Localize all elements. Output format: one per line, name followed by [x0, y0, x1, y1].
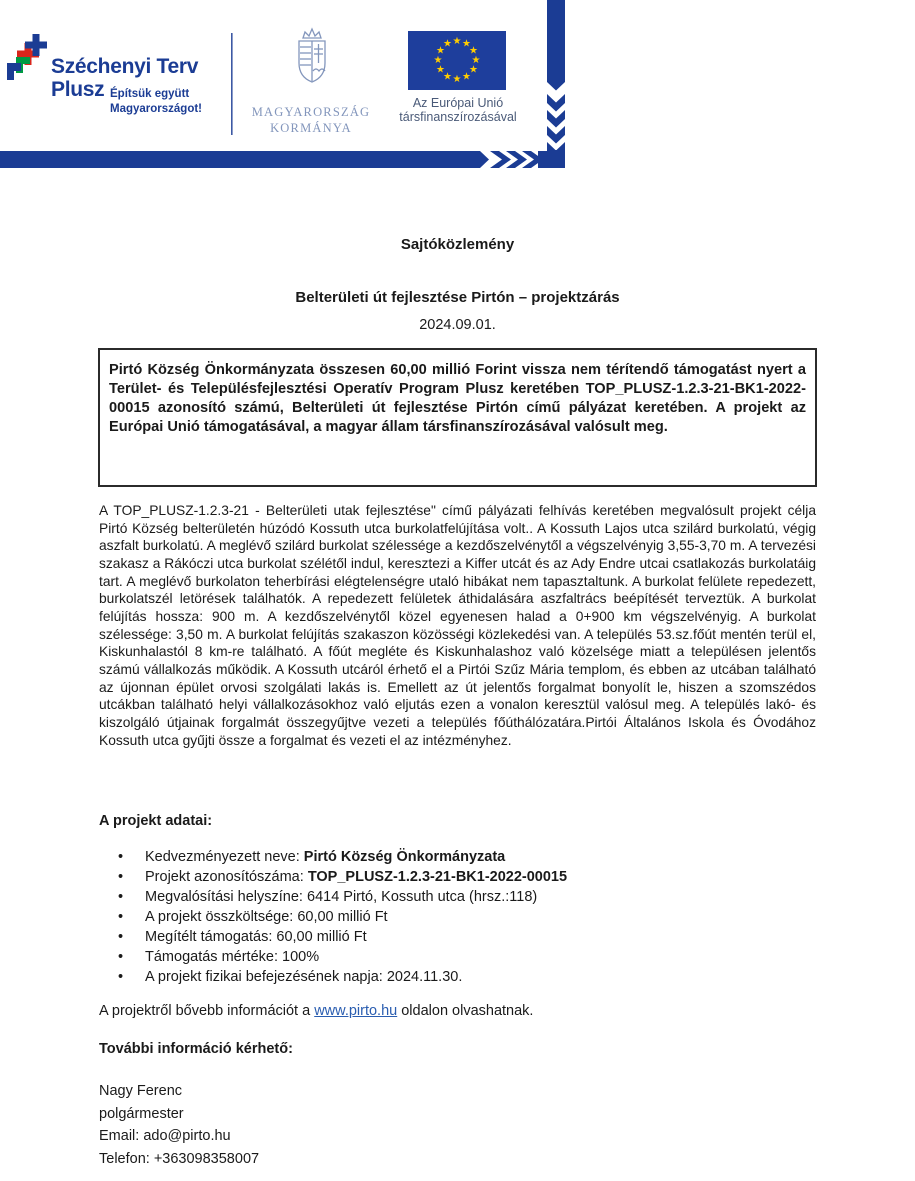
eu-star-icon: ★ — [452, 74, 462, 85]
szechenyi-tagline-line1: Építsük együtt — [110, 88, 190, 100]
list-item-value: 60,00 millió Ft — [276, 929, 367, 945]
body-paragraph: A TOP_PLUSZ-1.2.3-21 - Belterületi utak fejlesztése" című pályázati felhívás keretében megvalósult projekt célja Pirtó Község belterületén húzódó Kossuth utca burkolatfelújítása volt.. A Kossuth Lajos utca szilárd burkolatú, végig aszfalt burkolatú. A meglévő szilárd burkolat szélessége a kezdőszelvénytől a végszelvényig 3,55-3,70 m. A tervezési szakasz a Rákóczi utca burkolat szélétől indul, keresztezi a Kiffer utcát és az Ady Endre utcai csatlakozás burkolatáig tart. A meglévő burkolaton teherbírási elégtelenségre utaló hibákat nem tapasztaltunk. A burkolat felülete repedezett, burkolatszél letörések találhatók. A repedezett felületek áthidalására aszfaltrács beépítését terveztük. A burkolat felújítás hossza: 900 m. A kezdőszelvénytől közel egyenesen halad a 0+900 km végszelvényig. A burkolat szélessége: 3,50 m. A burkolat felújítás szakaszon közösségi közlekedési van. A település 53.sz.főút mentén terül el, Kiskunhalastól 8 km-re található. A főút megléte és Kiskunhalashoz való közelsége miatt a településen jelentős számú vállalkozás működik. A Kossuth utcáról érhető el a Pirtói Szűz Mária templom, és ebben az utcában található az újonnan épület orvosi szolgálati lakás is. Emellett az út jelentős forgalmat bonyolít le, hiszen a szomszédos utcákban található helyi vállalkozásokhoz való eljutás ezen a vonalon keresztül valósul meg. A település lakó- és kiszolgáló útjainak forgalmát összegyűjtve vezeti a település főúthálózatára.Pirtói Általános Iskola és Óvodához Kossuth utca gyűjti össze a forgalmat és vezeti el az intézményhez. — [99, 503, 816, 748]
chevron-right-icons — [490, 151, 543, 168]
more-info-line — [99, 1003, 533, 1019]
more-info-suffix: oldalon olvashatnak. — [397, 1003, 534, 1019]
hungary-coat-of-arms-icon — [299, 29, 325, 82]
bullet-icon: • — [118, 869, 124, 885]
list-item-value: 60,00 millió Ft — [297, 909, 388, 925]
list-item — [99, 887, 816, 907]
contact-block — [99, 1080, 259, 1170]
szechenyi-tagline-line2: Magyarországot! — [110, 103, 203, 115]
list-item-label: Kedvezményezett neve: — [145, 849, 304, 865]
list-item-label: Projekt azonosítószáma: — [145, 869, 308, 885]
contact-role: polgármester — [99, 1105, 184, 1122]
chevron-down-icons — [547, 94, 565, 144]
logo-separator — [231, 33, 233, 135]
list-item-label: A projekt összköltsége: — [145, 909, 298, 925]
bullet-icon: • — [118, 949, 124, 965]
contact-phone-label: Telefon: — [99, 1150, 154, 1167]
contact-heading: További információ kérhető: — [99, 1041, 293, 1057]
list-item-value: Pirtó Község Önkormányzata — [303, 849, 506, 865]
pirto-website-link[interactable]: www.pirto.hu — [314, 1003, 398, 1019]
list-item — [99, 847, 816, 867]
eu-star-icon: ★ — [436, 64, 445, 76]
list-item — [99, 967, 816, 987]
list-item — [99, 907, 816, 927]
bullet-icon: • — [118, 909, 124, 925]
contact-email-value: ado@pirto.hu — [143, 1128, 231, 1144]
release-date: 2024.09.01. — [419, 317, 496, 333]
list-item-value: 2024.11.30. — [386, 969, 463, 985]
contact-email-label: Email: — [99, 1128, 144, 1144]
press-release-kicker: Sajtóközlemény — [400, 236, 515, 253]
contact-email-line — [99, 1125, 259, 1148]
eu-caption-line2: társfinanszírozásával — [399, 110, 517, 124]
eu-star-icon: ★ — [471, 55, 481, 66]
project-data-list — [99, 847, 816, 987]
eu-star-icon: ★ — [462, 71, 471, 83]
list-item-label: Támogatás mértéke: — [145, 949, 282, 965]
eu-star-icon: ★ — [436, 45, 445, 57]
eu-star-icon: ★ — [433, 55, 443, 66]
szechenyi-logo-mark — [7, 34, 47, 80]
eu-star-icon: ★ — [462, 38, 471, 50]
project-data-heading: A projekt adatai: — [99, 813, 213, 829]
list-item-value: 6414 Pirtó, Kossuth utca (hrsz.:118) — [307, 889, 538, 905]
eu-star-icon: ★ — [443, 71, 452, 83]
szechenyi-logo-line1: Széchenyi Terv — [51, 55, 199, 78]
contact-phone-value: +363098358007 — [153, 1150, 260, 1167]
bullet-icon: • — [118, 889, 124, 905]
eu-flag-icon — [408, 31, 506, 90]
list-item-value: 100% — [282, 949, 320, 965]
bullet-icon: • — [118, 929, 124, 945]
contact-name: Nagy Ferenc — [99, 1083, 183, 1099]
list-item-value: TOP_PLUSZ-1.2.3-21-BK1-2022-00015 — [307, 869, 568, 885]
contact-phone-line — [99, 1148, 259, 1171]
eu-star-icon: ★ — [469, 45, 478, 57]
list-item — [99, 947, 816, 967]
list-item-label: Megvalósítási helyszíne: — [145, 889, 307, 905]
government-label-line2: KORMÁNYA — [270, 121, 352, 135]
list-item-label: Megítélt támogatás: — [145, 929, 277, 945]
eu-star-icon: ★ — [452, 36, 462, 47]
bullet-icon: • — [118, 849, 124, 865]
list-item — [99, 867, 816, 887]
eu-star-icon: ★ — [469, 64, 478, 76]
list-item — [99, 927, 816, 947]
page-title: Belterületi út fejlesztése Pirtón – projektzárás — [295, 289, 620, 306]
szechenyi-logo-line2: Plusz — [51, 78, 105, 101]
lead-summary-text: Pirtó Község Önkormányzata összesen 60,00 millió Forint vissza nem térítendő támogatást nyert a Terület- és Településfejlesztési Operatív Program Plusz keretében TOP_PLUSZ-1.2.3-21-BK1-2022-00015 azonosító számú, Belterületi út fejlesztése Pirtón című pályázat keretében. A projekt az Európai Unió támogatásával, a magyar állam társfinanszírozásával valósult meg. — [109, 362, 806, 435]
eu-star-icon: ★ — [443, 38, 452, 50]
bullet-icon: • — [118, 969, 124, 985]
list-item-label: A projekt fizikai befejezésének napja: — [145, 969, 387, 985]
lead-summary-box — [98, 348, 817, 487]
government-label-line1: MAGYARORSZÁG — [251, 105, 371, 119]
eu-caption-line1: Az Európai Unió — [412, 96, 504, 110]
more-info-prefix: A projektről bővebb információt a — [99, 1003, 315, 1019]
